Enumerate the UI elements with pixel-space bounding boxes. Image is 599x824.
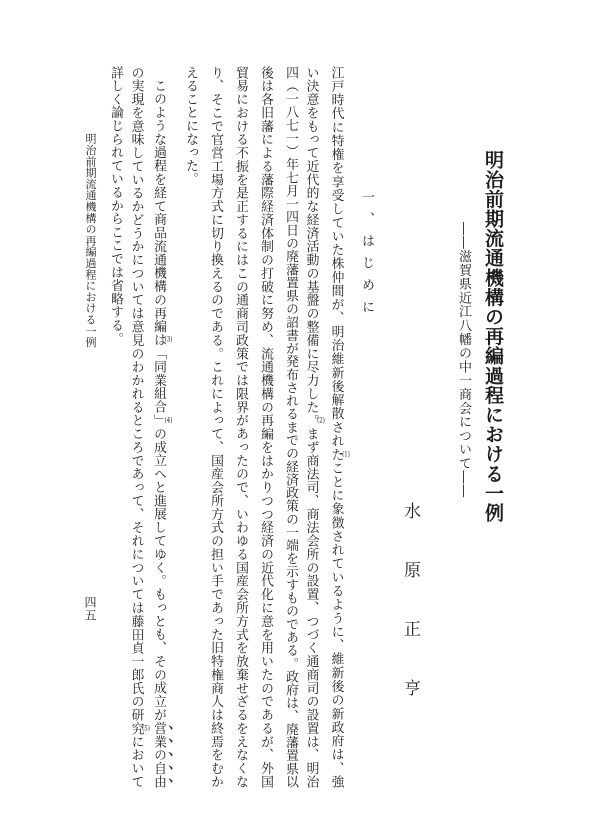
body-text: 江戸時代に特権を享受していた株仲間が、明治維新後解散され: [328, 66, 344, 448]
running-header: 明治前期流通機構の再編過程における一例: [84, 133, 97, 348]
body-text: 四（一八七一）年七月一四日の廃藩置県の詔書が発布されるまでの経済政策の一端を示すものである。政府は、廃藩置県以: [283, 66, 298, 788]
body-text: 詳しく論じられているからここでは省略する。: [108, 66, 123, 346]
body-text: 「同業組合: [151, 346, 166, 414]
footnote-ref: [328, 447, 350, 462]
article-title: 明治前期流通機構の再編過程における一例: [482, 150, 504, 523]
body-text: このような過程を経て商品流通機構の再編: [151, 79, 166, 334]
author-name: 水原正亨: [400, 502, 420, 738]
body-line: [230, 66, 250, 788]
article-subtitle: ――滋賀県近江八幡の中一商会について――: [456, 222, 471, 498]
body-text: い決意をもって近代的な経済活動の基盤の整備に尽力した: [303, 66, 319, 414]
body-text: まず商法司、商法会所の設置、つづく通商司の設置は、明治: [303, 427, 319, 788]
body-line: [151, 79, 175, 788]
body-line: [330, 66, 350, 788]
body-text: 後は各旧藩による藩際経済体制の打破に努め、流通機構の再編をはかりつつ経済の近代化に意を用いたのであるが、外国: [258, 66, 273, 788]
footnote-number: (2): [317, 416, 325, 424]
body-line: [305, 66, 325, 788]
body-text: ことに象徴されているように、維新後の新政府は、強: [328, 461, 344, 788]
body-line: [205, 66, 225, 788]
footnote-anchor: 。: [303, 413, 319, 428]
footnote-anchor: 」: [151, 413, 166, 428]
footnote-number: (5): [142, 724, 150, 732]
body-line: [180, 66, 200, 186]
footnote-anchor: は: [151, 333, 166, 347]
section-heading: 一、はじめに: [359, 190, 374, 322]
footnote-ref: [151, 413, 173, 428]
footnote-ref: [151, 333, 173, 347]
body-text: の実現を意味しているかどうかについては意見のわかれるところであって、それについては藤田貞一郎氏の研: [128, 66, 144, 722]
footnote-anchor: た: [328, 447, 344, 462]
footnote-ref: [303, 413, 325, 428]
body-text: において: [128, 735, 144, 789]
body-line: [255, 66, 275, 788]
footnote-ref: [128, 721, 150, 736]
body-line: [280, 66, 300, 788]
page-number: 四五: [83, 596, 97, 622]
body-line: [105, 66, 125, 345]
body-text: 貿易における不振を是正するにはこの通商司政策では限界があったので、いわゆる国産会所方式を放棄せざるをえなくな: [233, 66, 248, 788]
body-text: り、そこで官営工場方式に切り換えるのである。これによって、国産会所方式の担い手であった旧特権商人は終焉をむか: [208, 66, 223, 788]
footnote-number: (3): [164, 336, 173, 344]
footnote-number: (1): [342, 450, 350, 458]
footnote-number: (4): [164, 416, 173, 424]
body-line: [130, 66, 150, 788]
body-text: の成立へと進展してゆく。もっとも、その成立が: [151, 427, 166, 722]
body-text: えることになった。: [183, 66, 198, 186]
footnote-anchor: 究: [128, 721, 144, 736]
emphasized-text: 営業の自由: [151, 721, 166, 788]
